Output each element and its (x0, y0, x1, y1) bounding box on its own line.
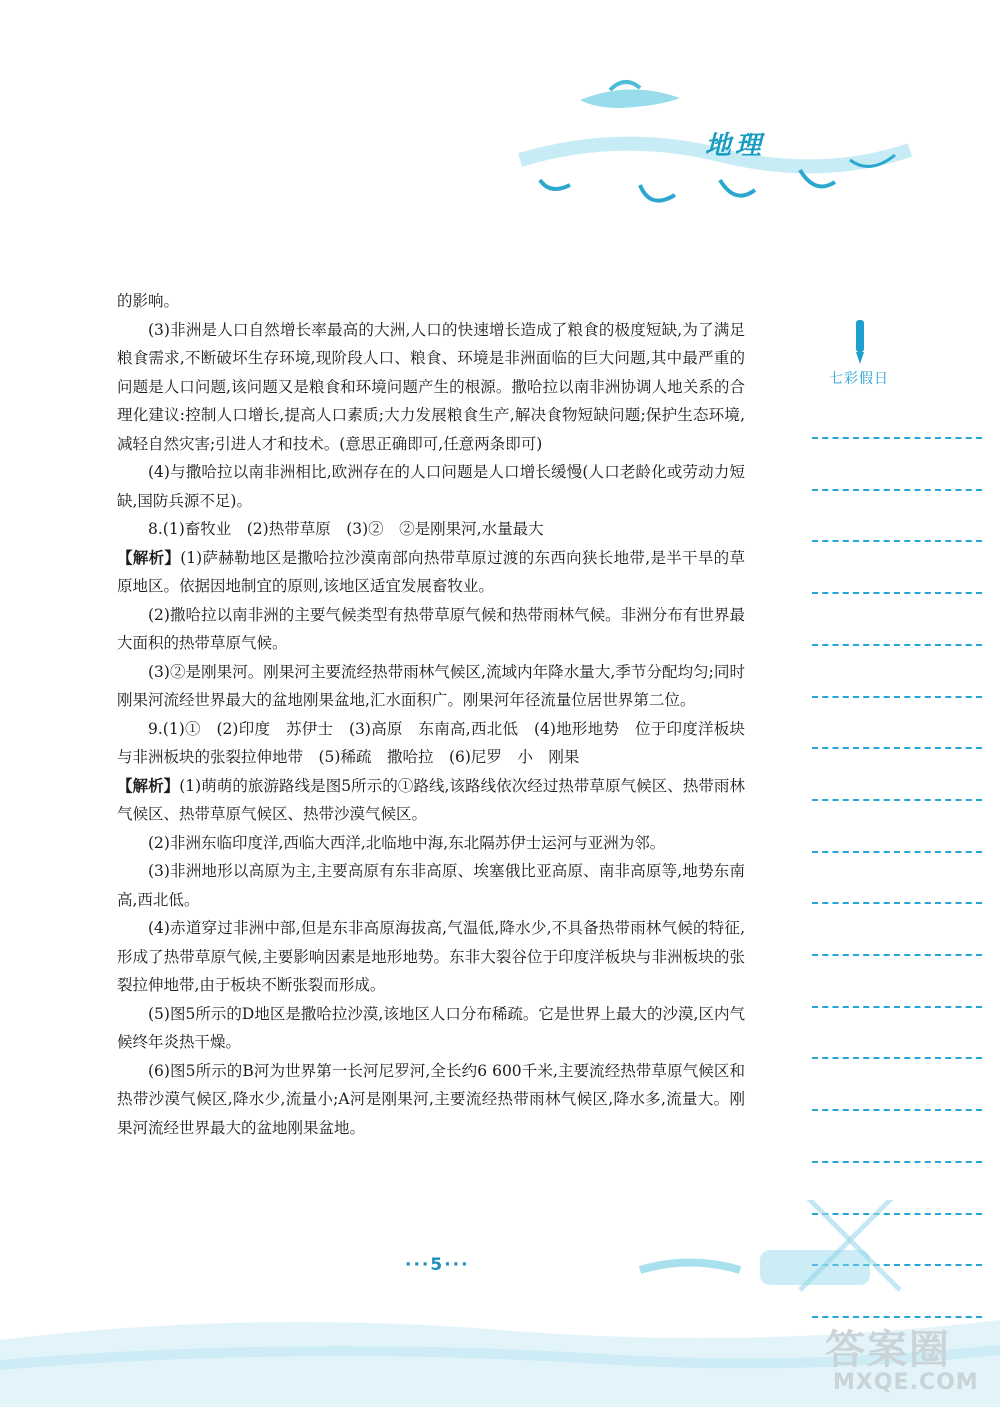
paragraph (117, 715, 745, 772)
paragraph-text: 的影响。 (117, 292, 180, 310)
paragraph-text: 8.(1)畜牧业 (2)热带草原 (3)② ②是刚果河,水量最大 (148, 520, 544, 538)
note-line (812, 489, 982, 491)
note-line (812, 1057, 982, 1059)
page-number: ···5··· (405, 1255, 470, 1275)
paragraph (117, 601, 745, 658)
paragraph (117, 829, 745, 858)
paragraph-text: 9.(1)① (2)印度 苏伊士 (3)高原 东南高,西北低 (4)地形地势 位于印度洋板块与非洲板块的张裂拉伸地带 (5)稀疏 撒哈拉 (6)尼罗 小 刚果 (117, 719, 745, 766)
note-line (812, 747, 982, 749)
note-line (812, 851, 982, 853)
paragraph (117, 458, 745, 515)
paragraph (117, 772, 745, 829)
note-line (812, 1161, 982, 1163)
paragraph (117, 515, 745, 544)
paragraph-text: (3)非洲地形以高原为主,主要高原有东非高原、埃塞俄比亚高原、南非高原等,地势东南高,西北低。 (117, 862, 745, 909)
paragraph-text: (3)非洲是人口自然增长率最高的大洲,人口的快速增长造成了粮食的极度短缺,为了满足粮食需求,不断破坏生存环境,现阶段人口、粮食、环境是非洲面临的巨大问题,其中最严重的问题是人口问题,该问题又是粮食和环境问题产生的根源。撒哈拉以南非洲协调人地关系的合理化建议:控制人口增长,提高人口素质;大力发展粮食生产,解决食物短缺问题;保护生态环境,减轻自然灾害;引进人才和技术。(意思正确即可,任意两条即可) (117, 320, 745, 453)
analysis-tag: 【解析】 (117, 775, 180, 795)
note-line (812, 540, 982, 542)
paragraph (117, 857, 745, 914)
note-line (812, 954, 982, 956)
note-line (812, 902, 982, 904)
note-line (812, 437, 982, 439)
paragraph-text: (2)撒哈拉以南非洲的主要气候类型有热带草原气候和热带雨林气候。非洲分布有世界最大面积的热带草原气候。 (117, 605, 745, 652)
paragraph (117, 1057, 745, 1143)
note-line (812, 644, 982, 646)
note-line (812, 1006, 982, 1008)
note-line (812, 696, 982, 698)
paragraph (117, 1000, 745, 1057)
paragraph (117, 316, 745, 459)
paragraph (117, 544, 745, 601)
analysis-tag: 【解析】 (117, 547, 181, 567)
paragraph-text: (2)非洲东临印度洋,西临大西洋,北临地中海,东北隔苏伊士运河与亚洲为邻。 (148, 833, 666, 852)
paragraph (117, 658, 745, 715)
paragraph-text: (6)图5所示的B河为世界第一长河尼罗河,全长约6 600千米,主要流经热带草原气候区和热带沙漠气候区,降水少,流量小;A河是刚果河,主要流经热带雨林气候区,降水多,流量大。刚果河流经世界最大的盆地刚果盆地。 (117, 1061, 745, 1137)
paragraph-text: (3)②是刚果河。刚果河主要流经热带雨林气候区,流域内年降水量大,季节分配均匀;同时刚果河流经世界最大的盆地刚果盆地,汇水面积广。刚果河年径流量位居世界第二位。 (117, 662, 745, 709)
note-line (812, 592, 982, 594)
subject-title: 地理 (705, 131, 766, 161)
answer-content (117, 287, 745, 1142)
paragraph (117, 287, 745, 316)
paragraph-text: (1)萌萌的旅游路线是图5所示的①路线,该路线依次经过热带草原气候区、热带雨林气候区、热带草原气候区、热带沙漠气候区。 (117, 776, 745, 823)
note-line (812, 799, 982, 801)
paragraph-text: (1)萨赫勒地区是撒哈拉沙漠南部向热带草原过渡的东西向狭长地带,是半干旱的草原地区。依据因地制宜的原则,该地区适宜发展畜牧业。 (117, 548, 745, 595)
pen-icon (850, 320, 870, 366)
brand-label: 七彩假日 (829, 371, 889, 387)
note-line (812, 1109, 982, 1111)
watermark-url: MXQE.COM (833, 1370, 979, 1395)
paragraph-text: (4)与撒哈拉以南非洲相比,欧洲存在的人口问题是人口增长缓慢(人口老龄化或劳动力短缺,国防兵源不足)。 (117, 463, 745, 510)
paragraph (117, 914, 745, 1000)
watermark-logo: 答案圈 (825, 1327, 951, 1373)
paragraph-text: (5)图5所示的D地区是撒哈拉沙漠,该地区人口分布稀疏。它是世界上最大的沙漠,区内气候终年炎热干燥。 (117, 1004, 745, 1051)
paragraph-text: (4)赤道穿过非洲中部,但是东非高原海拔高,气温低,降水少,不具备热带雨林气候的特征,形成了热带草原气候,主要影响因素是地形地势。东非大裂谷位于印度洋板块与非洲板块的张裂拉伸地带,由于板块不断张裂而形成。 (117, 919, 745, 994)
